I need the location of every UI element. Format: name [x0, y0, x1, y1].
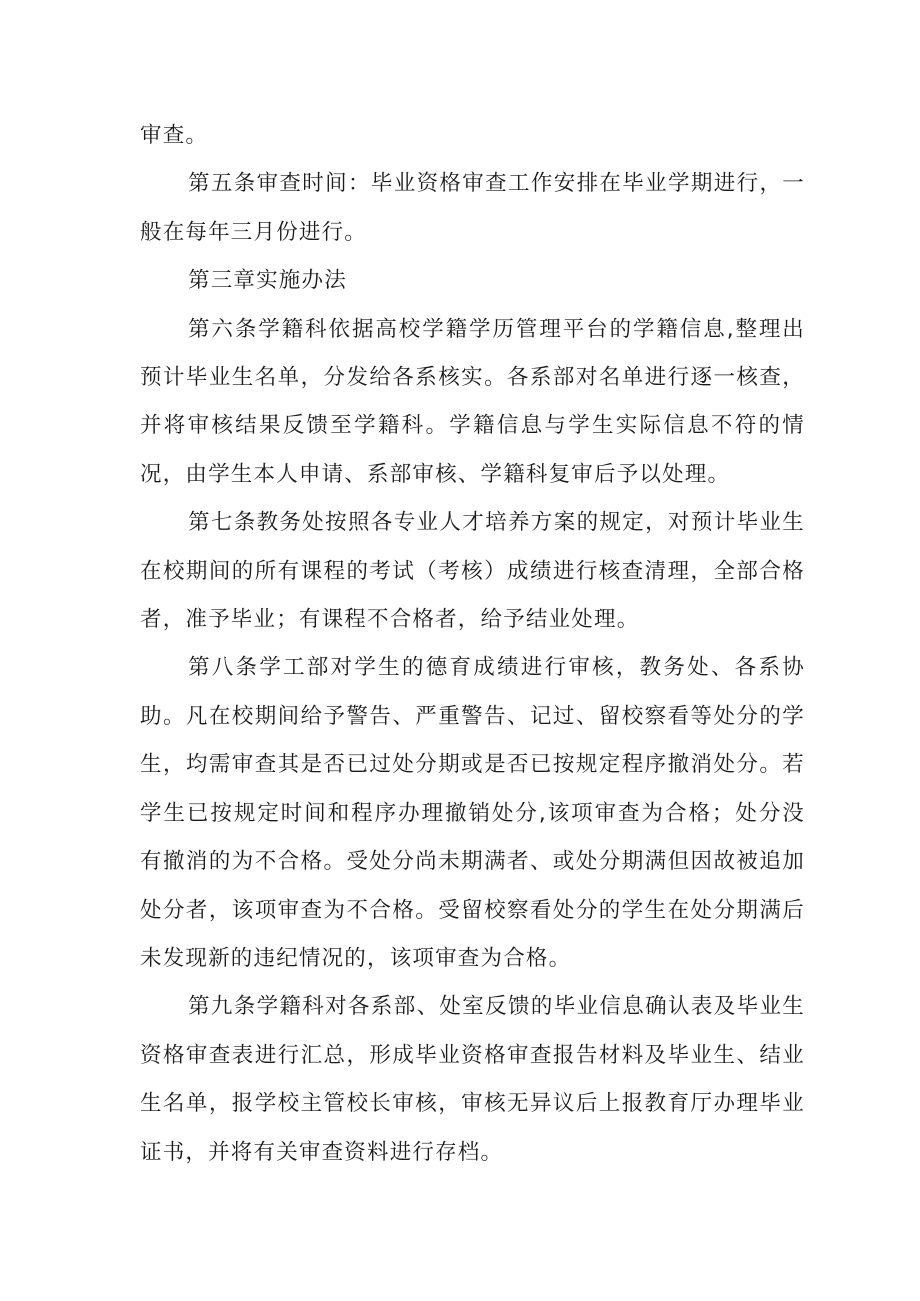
paragraph-article-6: 第六条学籍科依据高校学籍学历管理平台的学籍信息,整理出预计毕业生名单，分发给各系核实。各系部对名单进行逐一核查，并将审核结果反馈至学籍科。学籍信息与学生实际信息不符的情况，由学生本人申请、系部审核、学籍科复审后予以处理。	[140, 316, 805, 487]
paragraph-article-5: 第五条审查时间：毕业资格审查工作安排在毕业学期进行，一般在每年三月份进行。	[140, 171, 805, 245]
paragraph-article-8: 第八条学工部对学生的德育成绩进行审核，教务处、各系协助。凡在校期间给予警告、严重警告、记过、留校察看等处分的学生，均需审查其是否已过处分期或是否已按规定程序撤消处分。若学生已按规定时间和程序办理撤销处分,该项审查为合格；处分没有撤消的为不合格。受处分尚未期满者、或处分期满但因故被追加处分者，该项审查为不合格。受留校察看处分的学生在处分期满后未发现新的违纪情况的，该项审查为合格。	[140, 655, 805, 971]
paragraph-article-7: 第七条教务处按照各专业人才培养方案的规定，对预计毕业生在校期间的所有课程的考试（考核）成绩进行核查清理，全部合格者，准予毕业；有课程不合格者，给予结业处理。	[140, 510, 805, 633]
paragraph-article-9: 第九条学籍科对各系部、处室反馈的毕业信息确认表及毕业生资格审查表进行汇总，形成毕业资格审查报告材料及毕业生、结业生名单，报学校主管校长审核，审核无异议后上报教育厅办理毕业证书，并将有关审查资料进行存档。	[140, 994, 805, 1165]
paragraph-continuation: 审查。	[140, 123, 209, 148]
chapter-heading: 第三章实施办法	[188, 268, 347, 294]
document-body	[140, 112, 805, 1177]
